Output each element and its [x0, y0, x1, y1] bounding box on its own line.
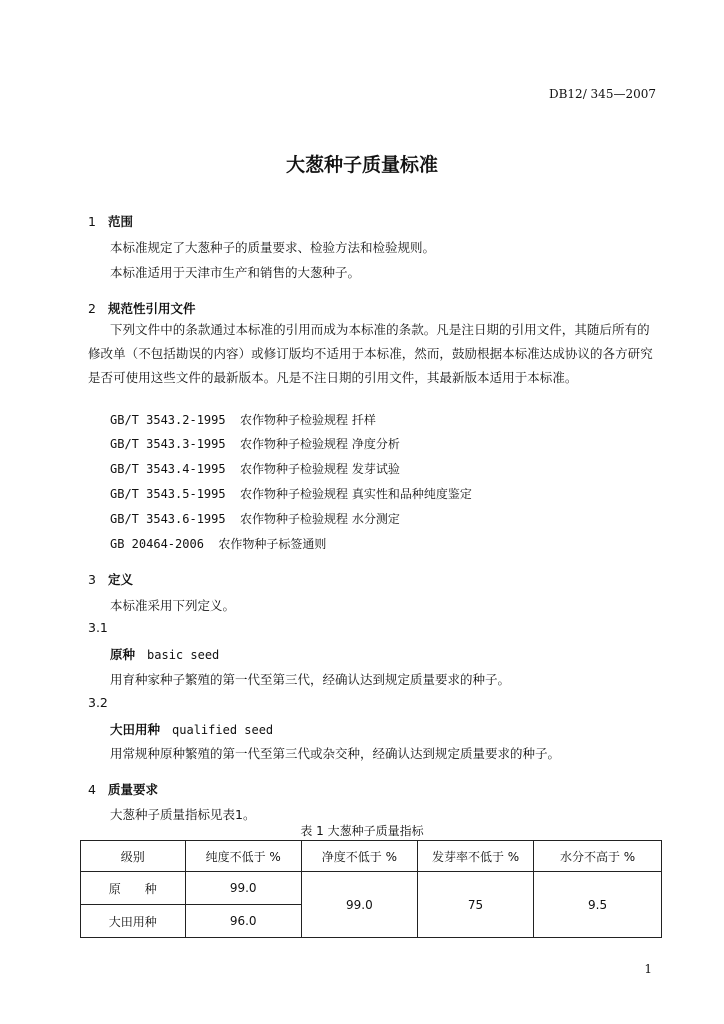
section-title: 质量要求 [108, 782, 159, 797]
section-number: 1 [88, 214, 96, 229]
table-row [81, 872, 662, 905]
reference-title: 农作物种子检验规程 真实性和品种纯度鉴定 [240, 487, 472, 501]
section-1-heading [88, 212, 133, 230]
reference-title: 农作物种子检验规程 水分测定 [240, 512, 400, 526]
subsection-number: 3.2 [88, 695, 108, 710]
reference-item [110, 485, 472, 502]
section-title: 规范性引用文件 [108, 301, 196, 316]
term-name: 大田用种 [110, 722, 161, 737]
term-name: 原种 [110, 647, 136, 662]
term-definition [110, 645, 219, 663]
section-number: 2 [88, 301, 96, 316]
paragraph: 本标准规定了大葱种子的质量要求、检验方法和检验规则。 [110, 240, 436, 255]
reference-title: 农作物种子标签通则 [218, 537, 327, 551]
reference-code: GB/T 3543.5-1995 [110, 487, 226, 501]
section-title: 范围 [108, 214, 134, 229]
reference-code: GB/T 3543.4-1995 [110, 462, 226, 476]
column-header: 级别 [81, 841, 186, 872]
purity-cell: 96.0 [185, 905, 301, 938]
paragraph: 大葱种子质量指标见表1。 [110, 807, 256, 822]
table-caption: 表 1 大葱种子质量指标 [300, 824, 424, 838]
term-definition [110, 720, 273, 738]
reference-code: GB/T 3543.3-1995 [110, 437, 226, 451]
section-number: 3 [88, 572, 96, 587]
cleanliness-cell: 99.0 [301, 872, 417, 938]
page-number: 1 [644, 962, 652, 976]
reference-code: GB/T 3543.6-1995 [110, 512, 226, 526]
column-header: 纯度不低于 % [185, 841, 301, 872]
term-english: qualified seed [172, 723, 274, 737]
reference-code: GB/T 3543.2-1995 [110, 413, 226, 427]
term-english: basic seed [147, 648, 220, 662]
section-number: 4 [88, 782, 96, 797]
reference-item [110, 535, 326, 552]
purity-cell: 99.0 [185, 872, 301, 905]
section-4-heading [88, 780, 158, 798]
paragraph: 本标准采用下列定义。 [110, 598, 236, 613]
reference-code: GB 20464-2006 [110, 537, 204, 551]
reference-item [110, 510, 400, 527]
subsection-number: 3.1 [88, 620, 108, 635]
paragraph: 下列文件中的条款通过本标准的引用而成为本标准的条款。凡是注日期的引用文件，其随后所有的修改单（不包括勘误的内容）或修订版均不适用于本标准，然而，鼓励根据本标准达成协议的各方研究是否可使用这些文件的最新版本。凡是不注日期的引用文件，其最新版本适用于本标准。 [88, 322, 653, 385]
grade-cell: 大田用种 [81, 905, 186, 938]
paragraph: 本标准适用于天津市生产和销售的大葱种子。 [110, 265, 361, 280]
grade-cell: 原 种 [81, 872, 186, 905]
section-3-heading [88, 570, 133, 588]
reference-title: 农作物种子检验规程 净度分析 [240, 437, 400, 451]
column-header: 水分不高于 % [534, 841, 662, 872]
moisture-cell: 9.5 [534, 872, 662, 938]
section-2-heading [88, 299, 196, 317]
reference-title: 农作物种子检验规程 发芽试验 [240, 462, 400, 476]
column-header: 净度不低于 % [301, 841, 417, 872]
paragraph: 用常规种原种繁殖的第一代至第三代或杂交种，经确认达到规定质量要求的种子。 [110, 746, 561, 761]
reference-item [110, 435, 400, 452]
reference-item [110, 411, 376, 428]
quality-table [80, 840, 662, 938]
page-title: 大葱种子质量标准 [285, 154, 438, 176]
paragraph: 用育种家种子繁殖的第一代至第三代，经确认达到规定质量要求的种子。 [110, 672, 511, 687]
germination-cell: 75 [417, 872, 533, 938]
section-title: 定义 [108, 572, 134, 587]
document-number: DB12/ 345—2007 [548, 87, 656, 101]
table-header-row [81, 841, 662, 872]
column-header: 发芽率不低于 % [417, 841, 533, 872]
reference-item [110, 460, 400, 477]
reference-title: 农作物种子检验规程 扦样 [240, 413, 376, 427]
